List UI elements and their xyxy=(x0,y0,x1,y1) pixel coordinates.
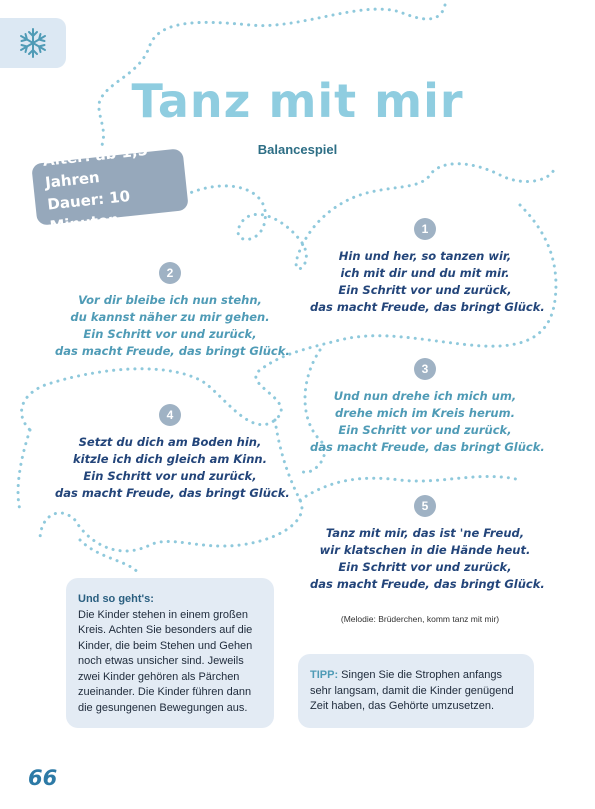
instructions-line: die gesungenen Bewegungen aus. xyxy=(78,701,248,714)
stanza-5 xyxy=(310,495,545,593)
page-subtitle: Balancespiel xyxy=(257,142,338,157)
stanza-number-badge: 3 xyxy=(414,358,436,380)
instructions-line: zwei Kinder gehören als Pärchen xyxy=(78,670,240,683)
age-duration-badge xyxy=(31,140,189,236)
lyric-line: Ein Schritt vor und zurück, xyxy=(338,283,512,297)
lyric-line: kitzle ich dich gleich am Kinn. xyxy=(73,452,267,466)
stanza-number-badge: 4 xyxy=(159,404,181,426)
lyric-line: du kannst näher zu mir gehen. xyxy=(70,310,270,324)
melody-note: (Melodie: Brüderchen, komm tanz mit mir) xyxy=(340,614,500,624)
instructions-box xyxy=(66,578,274,728)
lyric-line: das macht Freude, das bringt Glück. xyxy=(310,440,545,454)
stanza-number-badge: 2 xyxy=(159,262,181,284)
lyric-line: ich mit dir und du mit mir. xyxy=(340,266,510,280)
lyric-line: das macht Freude, das bringt Glück. xyxy=(310,300,545,314)
lyric-line: Ein Schritt vor und zurück, xyxy=(83,469,257,483)
lyric-line: Tanz mit mir, das ist 'ne Freud, xyxy=(325,526,525,540)
tip-box xyxy=(298,654,534,728)
lyric-line: das macht Freude, das bringt Glück. xyxy=(55,344,290,358)
tip-label: TIPP: xyxy=(310,669,339,681)
instructions-heading: Und so geht's: xyxy=(78,593,154,605)
lyric-line: drehe mich im Kreis herum. xyxy=(335,406,515,420)
lyric-line: Ein Schritt vor und zurück, xyxy=(83,327,257,341)
stanza-3 xyxy=(310,358,545,456)
lyric-line: wir klatschen in die Hände heut. xyxy=(319,543,531,557)
instructions-line: Kinder, die beim Stehen und Gehen xyxy=(78,639,253,652)
instructions-line: noch etwas unsicher sind. Jeweils xyxy=(78,655,244,667)
instructions-line: Kreis. Achten Sie besonders auf die xyxy=(78,624,253,636)
age-text: Alter: ab 1,5 Jahren xyxy=(41,140,149,192)
duration-text: Dauer: 10 Minuten xyxy=(46,187,131,236)
snowflake-icon xyxy=(16,26,50,60)
instructions-line: zueinander. Die Kinder führen dann xyxy=(78,686,252,698)
lyric-line: Vor dir bleibe ich nun stehn, xyxy=(78,293,262,307)
page-number: 66 xyxy=(28,766,58,790)
lyric-line: Hin und her, so tanzen wir, xyxy=(338,249,512,263)
tip-line: Singen Sie die Strophen anfangs xyxy=(338,669,503,681)
instructions-line: Die Kinder stehen in einem großen xyxy=(78,608,248,621)
stanza-1 xyxy=(310,218,545,316)
lyric-line: das macht Freude, das bringt Glück. xyxy=(55,486,290,500)
stanza-number-badge: 1 xyxy=(414,218,436,240)
tip-line: Zeit haben, das Gehörte umzusetzen. xyxy=(310,700,495,712)
lyric-line: Ein Schritt vor und zurück, xyxy=(338,560,512,574)
lyric-line: Und nun drehe ich mich um, xyxy=(333,389,517,403)
page-title: Tanz mit mir xyxy=(131,74,464,128)
lyric-line: Setzt du dich am Boden hin, xyxy=(78,435,262,449)
tip-line: sehr langsam, damit die Kinder genügend xyxy=(310,684,514,697)
stanza-2 xyxy=(55,262,290,360)
stanza-number-badge: 5 xyxy=(414,495,436,517)
lyric-line: Ein Schritt vor und zurück, xyxy=(338,423,512,437)
stanza-4 xyxy=(55,404,290,502)
corner-tab xyxy=(0,18,66,68)
lyric-line: das macht Freude, das bringt Glück. xyxy=(310,577,545,591)
